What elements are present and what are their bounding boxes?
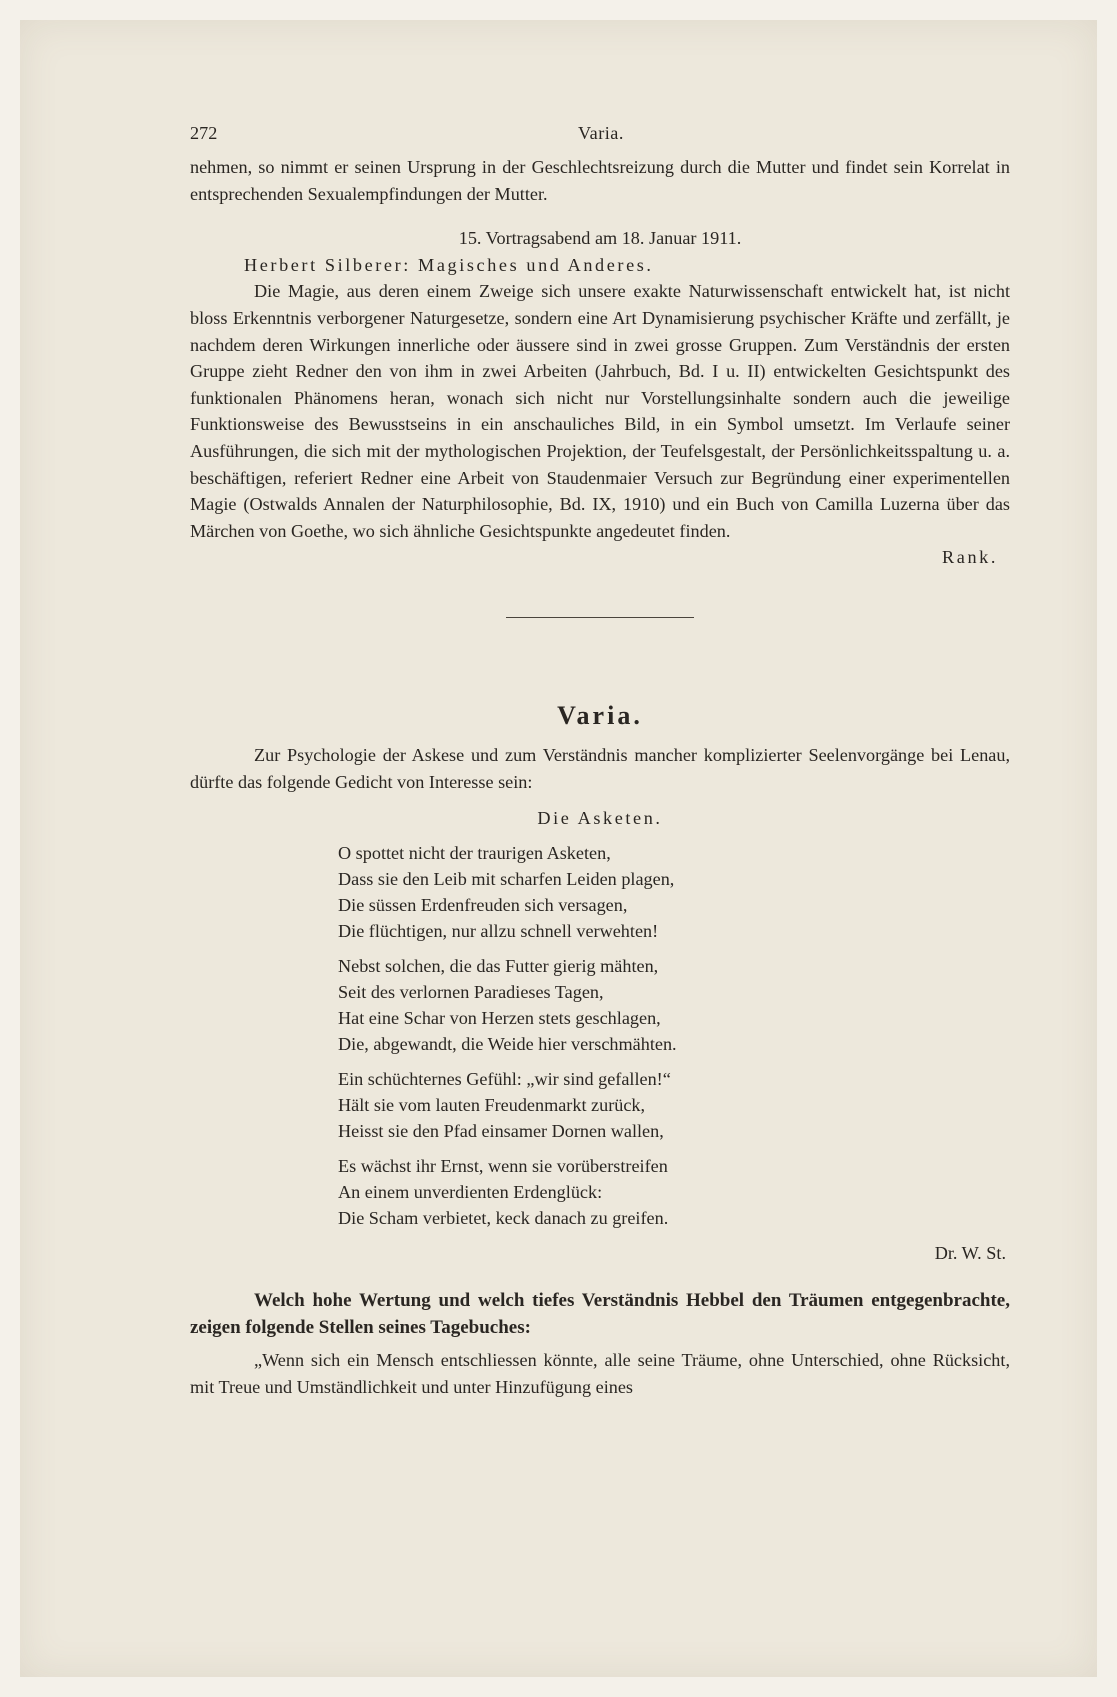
varia-intro: Zur Psychologie der Askese und zum Verständnis mancher komplizierter Seelenvorgänge bei Lenau, dürfte das folgende Gedicht von Interesse sein:: [190, 744, 1010, 792]
signature-dr-w-st: Dr. W. St.: [934, 1242, 1006, 1263]
running-title: Varia.: [578, 123, 624, 143]
poem-title: Die Asketen.: [537, 808, 663, 829]
poem-line: An einem unverdienten Erdenglück:: [338, 1181, 603, 1202]
varia-heading: Varia.: [557, 700, 643, 730]
signature-rank: Rank.: [942, 547, 998, 568]
poem-line: Ein schüchternes Gefühl: „wir sind gefallen!“: [338, 1068, 671, 1089]
poem-line: Es wächst ihr Ernst, wenn sie vorüberstreifen: [338, 1155, 668, 1176]
document-page: [190, 110, 1010, 1401]
page-number: 272: [190, 123, 218, 143]
poem-line: Seit des verlornen Paradieses Tagen,: [338, 981, 604, 1002]
meeting-title: 15. Vortragsabend am 18. Januar 1911.: [458, 228, 742, 249]
poem-stanza: [338, 1153, 1010, 1231]
hebbel-quote: „Wenn sich ein Mensch entschliessen könnte, alle seine Träume, ohne Unterschied, ohne Rücksicht, mit Treue und Umständlichkeit und unter Hinzufügung eines: [190, 1350, 1010, 1398]
continuation-paragraph: nehmen, so nimmt er seinen Ursprung in der Geschlechtsreizung durch die Mutter und findet sein Korrelat in entsprechenden Sexualempfindungen der Mutter.: [190, 157, 1010, 204]
poem-stanza: [338, 1066, 1010, 1144]
poem-line: Die Scham verbietet, keck danach zu greifen.: [338, 1207, 669, 1228]
section-divider: [506, 617, 694, 618]
poem-stanza: [338, 840, 1010, 944]
poem-line: Dass sie den Leib mit scharfen Leiden plagen,: [338, 868, 675, 889]
poem-line: Hält sie vom lauten Freudenmarkt zurück,: [338, 1094, 646, 1115]
meeting-body: Die Magie, aus deren einem Zweige sich unsere exakte Naturwissenschaft entwickelt hat, ist nicht bloss Erkenntnis verborgener Naturgesetze, sondern eine Art Dynamisierung psychischer Kräfte und zerfällt, je nachdem deren Wirkungen innerliche oder äussere sind in zwei grosse Gruppen. Zum Verständnis der ersten Gruppe zieht Redner den von ihm in zwei Arbeiten (Jahrbuch, Bd. I u. II) entwickelten Gesichtspunkt des funktionalen Phänomens heran, wonach sich nicht nur Vorstellungsinhalte sondern auch die jeweilige Funktionsweise des Bewusstseins in ein anschauliches Bild, in ein Symbol umsetzt. Im Verlaufe seiner Ausführungen, die sich mit der mythologischen Projektion, der Teufelsgestalt, der Persönlichkeitsspaltung u. a. beschäftigen, referiert Redner eine Arbeit von Staudenmaier Versuch zur Begründung einer experimentellen Magie (Ostwalds Annalen der Naturphilosophie, Bd. IX, 1910) und ein Buch von Camilla Luzerna über das Märchen von Goethe, wo sich ähnliche Gesichtspunkte angedeutet finden.: [190, 281, 1010, 541]
poem: [338, 840, 1010, 1231]
hebbel-heading: Welch hohe Wertung und welch tiefes Verständnis Hebbel den Träumen entgegenbrachte, zeigen folgende Stellen seines Tagebuches:: [190, 1290, 1010, 1338]
poem-line: Die süssen Erdenfreuden sich versagen,: [338, 894, 628, 915]
poem-line: Die flüchtigen, nur allzu schnell verwehten!: [338, 920, 659, 941]
speaker-topic: Herbert Silberer: Magisches und Anderes.: [244, 254, 654, 275]
poem-line: O spottet nicht der traurigen Asketen,: [338, 842, 611, 863]
poem-line: Nebst solchen, die das Futter gierig mähten,: [338, 955, 659, 976]
running-header: [190, 120, 1010, 148]
poem-line: Hat eine Schar von Herzen stets geschlagen,: [338, 1007, 661, 1028]
poem-stanza: [338, 953, 1010, 1057]
poem-line: Die, abgewandt, die Weide hier verschmähten.: [338, 1033, 677, 1054]
poem-line: Heisst sie den Pfad einsamer Dornen wallen,: [338, 1120, 664, 1141]
